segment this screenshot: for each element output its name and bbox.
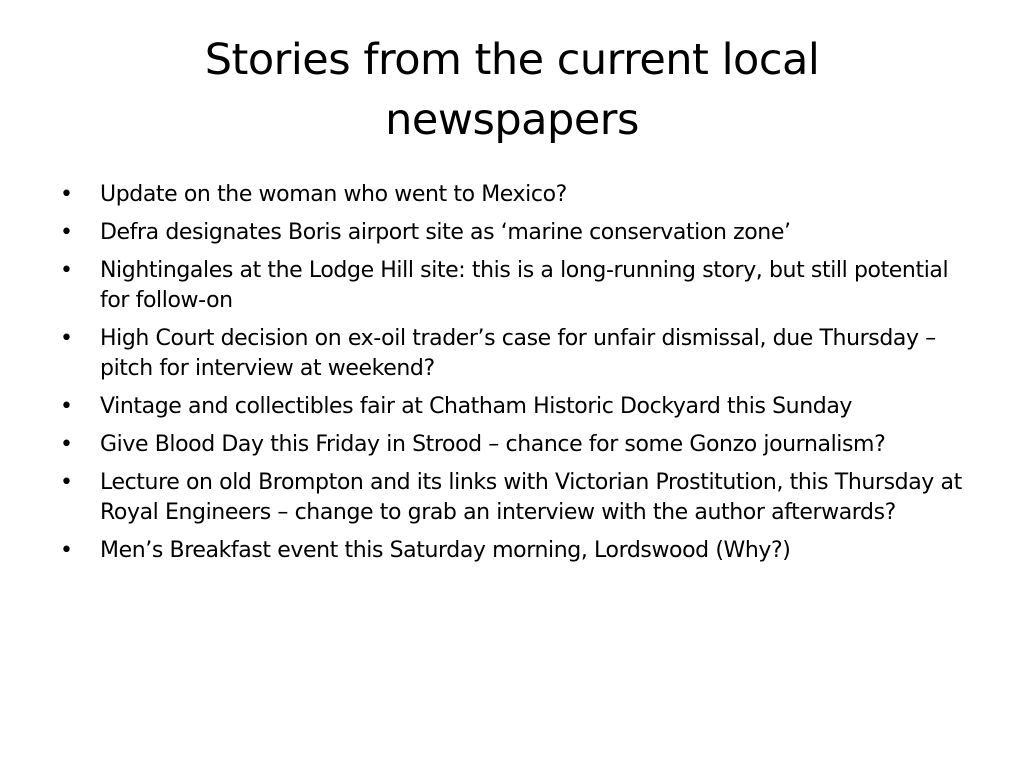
bullet-marker: •	[60, 538, 73, 563]
bullet-marker: •	[60, 326, 73, 351]
bullet-item	[60, 468, 970, 528]
bullet-item	[60, 180, 970, 210]
bullet-item	[60, 392, 970, 422]
bullet-text: Give Blood Day this Friday in Strood – chance for some Gonzo journalism?	[100, 432, 886, 457]
bullet-text: Defra designates Boris airport site as ‘marine conservation zone’	[100, 220, 791, 245]
bullet-marker: •	[60, 182, 73, 207]
bullet-marker: •	[60, 432, 73, 457]
bullet-marker: •	[60, 258, 73, 283]
bullet-text: Nightingales at the Lodge Hill site: this is a long-running story, but still potential for follow-on	[100, 258, 949, 313]
bullet-item	[60, 218, 970, 248]
bullet-marker: •	[60, 394, 73, 419]
bullet-text: Update on the woman who went to Mexico?	[100, 182, 567, 207]
bullet-text: Lecture on old Brompton and its links with Victorian Prostitution, this Thursday at Royal Engineers – change to grab an interview with the author afterwards?	[100, 470, 962, 525]
bullet-item	[60, 256, 970, 316]
bullet-text: High Court decision on ex-oil trader’s case for unfair dismissal, due Thursday – pitch for interview at weekend?	[100, 326, 936, 381]
bullet-item	[60, 324, 970, 384]
slide-title: Stories from the current local newspapers	[204, 35, 820, 145]
bullet-item	[60, 430, 970, 460]
bullet-list	[60, 180, 970, 574]
bullet-text: Men’s Breakfast event this Saturday morning, Lordswood (Why?)	[100, 538, 791, 563]
bullet-text: Vintage and collectibles fair at Chatham Historic Dockyard this Sunday	[100, 394, 853, 419]
bullet-item	[60, 536, 970, 566]
bullet-marker: •	[60, 220, 73, 245]
bullet-marker: •	[60, 470, 73, 495]
